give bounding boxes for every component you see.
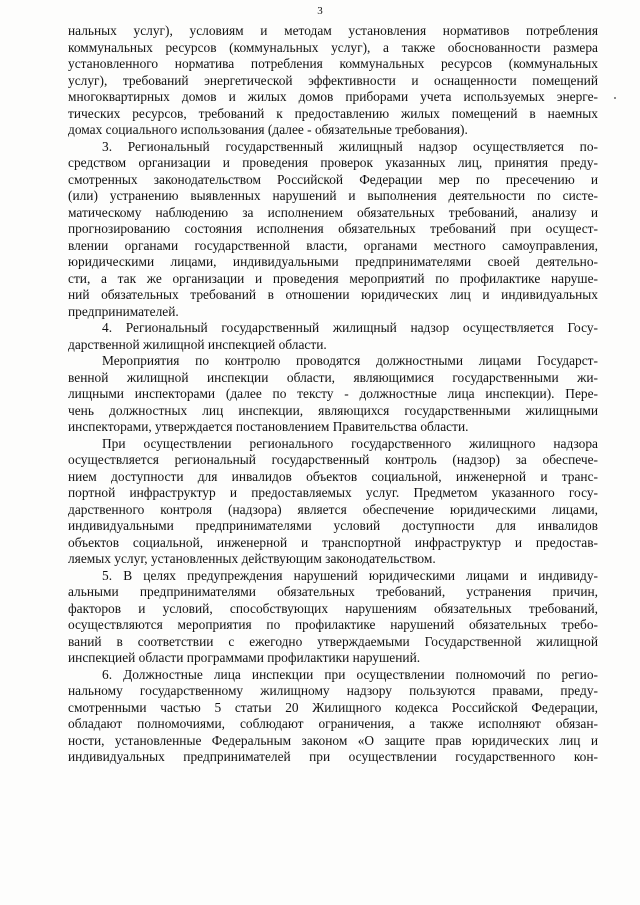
text-line: объектов социальной, инженерной и транспортной инфраструктур и предостав-: [68, 534, 598, 550]
text-line: тических ресурсов, требований к предоставлению жилых помещений в наемных: [68, 105, 598, 121]
text-line: нальному государственному жилищному надзору пользуются правами, преду-: [68, 683, 598, 698]
text-line: инспекцией области программами профилактики нарушений.: [68, 650, 421, 665]
text-line: инспекторами, утверждается постановлением Правительства области.: [68, 419, 469, 434]
text-line: ности, установленные Федеральным законом «О защите прав юридических лиц и: [68, 732, 598, 748]
scan-speck: [614, 97, 616, 99]
document-body: [68, 23, 598, 766]
text-line: лищными инспекторами (далее по тексту - должностные лица инспекции). Пере-: [68, 386, 598, 401]
paragraph: [68, 320, 598, 353]
text-line: индивидуальных предпринимателей при осуществлении государственного кон-: [68, 749, 598, 764]
text-line: услуг), требований энергетической эффективности и оснащенности помещений: [68, 72, 598, 88]
text-line: дарственного контроля (надзора) является обеспечение юридическими лицами,: [68, 501, 598, 517]
text-line: домах социального использования (далее - обязательные требования).: [68, 122, 468, 137]
text-line: установленного норматива потребления коммунальных ресурсов (коммунальных: [68, 56, 598, 71]
text-line: (или) устранению выявленных нарушений и выполнения деятельности по систе-: [68, 188, 598, 203]
text-line: предпринимателей.: [68, 303, 179, 319]
text-line: 5. В целях предупреждения нарушений юридическими лицами и индивиду-: [102, 567, 598, 583]
text-line: осуществляются мероприятия по профилактике нарушений обязательных требо-: [68, 617, 598, 632]
text-line: смотренными частью 5 статьи 20 Жилищного кодекса Российской Федерации,: [68, 699, 598, 715]
text-line: влении органами государственной власти, органами местного самоуправления,: [68, 237, 598, 253]
text-line: 3. Региональный государственный жилищный надзор осуществляется по-: [102, 138, 598, 154]
page-number: 3: [317, 5, 323, 17]
text-line: При осуществлении регионального государственного жилищного надзора: [102, 435, 598, 451]
text-line: обладают полномочиями, соблюдают ограничения, а также исполняют обязан-: [68, 716, 598, 731]
text-line: прогнозированию состояния исполнения обязательных требований при осущест-: [68, 221, 598, 236]
text-line: нием доступности для инвалидов объектов социальной, инженерной и транс-: [68, 468, 598, 484]
text-line: осуществляется региональный государственный контроль (надзор) за обеспече-: [68, 452, 598, 467]
text-line: многоквартирных домов и жилых домов приборами учета используемых энерге-: [68, 89, 598, 104]
text-line: сти, а так же организации и проведения мероприятий по профилактике наруше-: [68, 270, 598, 286]
text-line: факторов и условий, способствующих нарушениям обязательных требований,: [68, 600, 598, 616]
text-line: нальных услуг), условиям и методам установления нормативов потребления: [68, 23, 598, 38]
text-line: 6. Должностные лица инспекции при осуществлении полномочий по регио-: [102, 666, 598, 682]
text-line: чень должностных лиц инспекции, являющихся государственными жилищными: [68, 402, 598, 418]
paragraph: [68, 139, 598, 321]
text-line: коммунальных ресурсов (коммунальных услуг), а также обоснованности размера: [68, 39, 598, 55]
text-line: 4. Региональный государственный жилищный надзор осуществляется Госу-: [102, 320, 598, 335]
paragraph: [68, 353, 598, 436]
paragraph: [68, 667, 598, 766]
text-line: смотренных законодательством Российской Федерации мер по пресечению и: [68, 171, 598, 187]
text-line: Мероприятия по контролю проводятся должностными лицами Государст-: [102, 353, 598, 368]
text-line: юридическими лицами, индивидуальными предпринимателями своей деятельно-: [68, 254, 598, 269]
paragraph: [68, 23, 598, 139]
text-line: альными предпринимателями обязательных требований, устранения причин,: [68, 584, 598, 599]
text-line: венной жилищной инспекции области, являющимися государственными жи-: [68, 369, 598, 385]
text-line: матическому наблюдению за исполнением обязательных требований, анализу и: [68, 204, 598, 220]
text-line: ний обязательных требований в отношении юридических лиц и индивидуальных: [68, 287, 598, 302]
text-line: ваний в соответствии с ежегодно утверждаемыми Государственной жилищной: [68, 633, 598, 649]
paragraph: [68, 436, 598, 568]
text-line: портной инфраструктур и предоставляемых услуг. Предметом указанного госу-: [68, 485, 598, 500]
text-line: индивидуальными предпринимателями условий доступности для инвалидов: [68, 518, 598, 533]
paragraph: [68, 568, 598, 667]
text-line: ляемых услуг, установленных действующим законодательством.: [68, 551, 436, 566]
text-line: средством организации и проведения проверок указанных лиц, принятия преду-: [68, 155, 598, 170]
text-line: дарственной жилищной инспекцией области.: [68, 336, 327, 352]
